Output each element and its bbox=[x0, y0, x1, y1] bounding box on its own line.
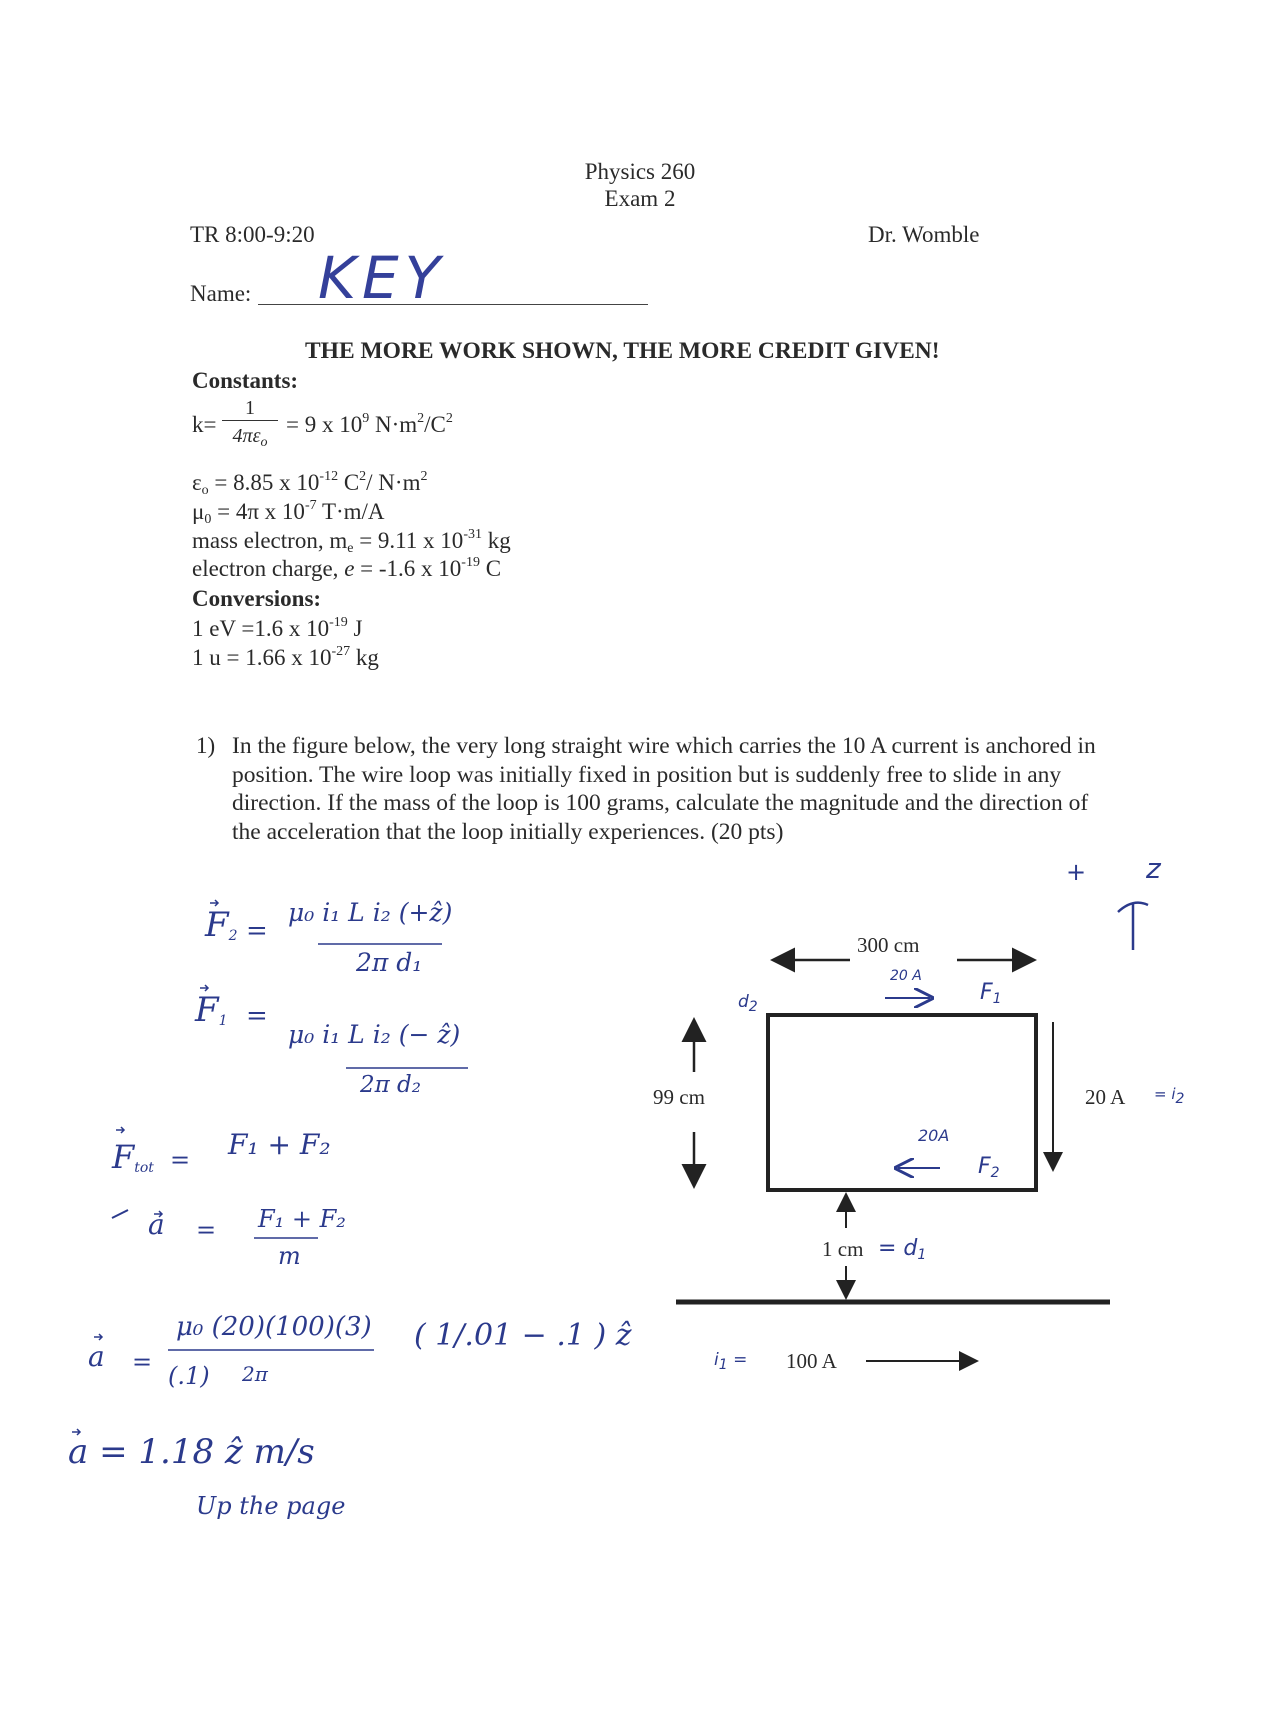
hw-bottom-current: 20A bbox=[918, 1126, 950, 1145]
sol-calc-lhs: a bbox=[88, 1340, 105, 1373]
hw-i2-label: = $i_2$ bbox=[1154, 1085, 1185, 1107]
coulomb-constant: k= bbox=[192, 412, 217, 437]
name-label: Name: bbox=[190, 281, 252, 306]
sol-calc-eq: = bbox=[132, 1348, 153, 1376]
coulomb-fraction: 1 $4\pi\varepsilon_o$ bbox=[222, 396, 278, 451]
permittivity-constant: $\varepsilon_o = 8.85$ x $10^{-12}$ $C^2/$ $N\cdot m^2$ bbox=[192, 469, 428, 498]
sol-result-note: Up the page bbox=[196, 1492, 346, 1520]
hw-d1-label: = $d_1$ bbox=[878, 1236, 927, 1263]
instructor-name: Dr. Womble bbox=[868, 222, 980, 247]
electron-charge: electron charge, e = -1.6 x $10^{-19}$ C bbox=[192, 555, 502, 581]
sol-f2-lhs: $F_2$ bbox=[205, 905, 238, 945]
class-schedule: TR 8:00-9:20 bbox=[190, 222, 315, 247]
question-text: In the figure below, the very long straight wire which carries the 10 A current is anchored in position. The wire loop was initially fixed in position but is suddenly free to slide in any direction. If the mass of the loop is 100 grams, calculate the magnitude and the direction of the acceleration that the loop initially experiences. (20 pts) bbox=[232, 733, 1096, 845]
hw-plus-sign: + bbox=[1066, 858, 1087, 886]
sol-calc-denominator-a: (.1) bbox=[168, 1362, 210, 1390]
sol-ftot-lhs: $F_{tot}$ bbox=[112, 1138, 154, 1176]
sol-f1-lhs: $F_1$ bbox=[195, 990, 228, 1030]
name-value-handwritten: KEY bbox=[318, 244, 447, 312]
sol-accel-eq: = bbox=[196, 1216, 217, 1244]
sol-accel-denominator: m bbox=[278, 1242, 301, 1270]
course-title: Physics 260 bbox=[584, 159, 696, 184]
hw-i1-label: $i_1$ = bbox=[714, 1350, 748, 1373]
sol-f2-denominator: 2π d₁ bbox=[356, 948, 423, 977]
loop-current-label: 20 A bbox=[1085, 1085, 1126, 1109]
sol-result: a = 1.18 ẑ m/s bbox=[68, 1432, 315, 1472]
sol-ftot-eq: = bbox=[170, 1146, 191, 1174]
wire-current-label: 100 A bbox=[786, 1349, 837, 1373]
loop-height-label: 99 cm bbox=[653, 1085, 705, 1109]
gap-label: 1 cm bbox=[822, 1237, 864, 1261]
sol-f1-numerator: μ₀ i₁ L i₂ (− ẑ) bbox=[288, 1020, 461, 1049]
credit-banner: THE MORE WORK SHOWN, THE MORE CREDIT GIVEN! bbox=[305, 338, 940, 364]
sol-f2-eq: = bbox=[246, 916, 268, 946]
sol-calc-numerator: μ₀ (20)(100)(3) bbox=[176, 1312, 372, 1342]
sol-f1-denominator: 2π d₂ bbox=[360, 1072, 422, 1098]
question-number: 1) bbox=[196, 733, 216, 758]
sol-calc-denominator-b: 2π bbox=[242, 1362, 268, 1386]
coulomb-value: = 9 x $10^9$ $N\cdot m^2/C^2$ bbox=[286, 411, 453, 437]
hw-d2-label: $d_2$ bbox=[738, 992, 758, 1015]
sol-ftot-rhs: F₁ + F₂ bbox=[228, 1128, 331, 1161]
hw-f2-label: $F_2$ bbox=[978, 1154, 1000, 1181]
hw-f1-label: $F_1$ bbox=[980, 980, 1002, 1007]
sol-accel-numerator: F₁ + F₂ bbox=[258, 1205, 346, 1233]
hw-z-label: z bbox=[1146, 852, 1161, 885]
exam-title: Exam 2 bbox=[604, 186, 676, 211]
sol-accel-lhs: a bbox=[148, 1208, 165, 1241]
hw-z-axis-arrow bbox=[1118, 903, 1148, 950]
ev-conversion: 1 eV =1.6 x $10^{-19}$ J bbox=[192, 615, 363, 641]
conversions-heading: Conversions: bbox=[192, 586, 322, 611]
sol-f2-numerator: μ₀ i₁ L i₂ (+ẑ) bbox=[288, 898, 453, 927]
hw-top-current: 20 A bbox=[890, 968, 922, 984]
constants-heading: Constants: bbox=[192, 368, 299, 393]
loop-width-label: 300 cm bbox=[857, 933, 920, 957]
sol-f1-eq: = bbox=[246, 1001, 268, 1031]
electron-mass: mass electron, $m_e = 9.11$ x $10^{-31}$ kg bbox=[192, 527, 511, 556]
amu-conversion: 1 u = 1.66 x $10^{-27}$ kg bbox=[192, 644, 379, 670]
permeability-constant: $\mu_0 = 4\pi$ x $10^{-7}$ T·m/A bbox=[192, 498, 385, 527]
sol-calc-paren: ( 1/.01 − .1 ) ẑ bbox=[414, 1318, 632, 1353]
